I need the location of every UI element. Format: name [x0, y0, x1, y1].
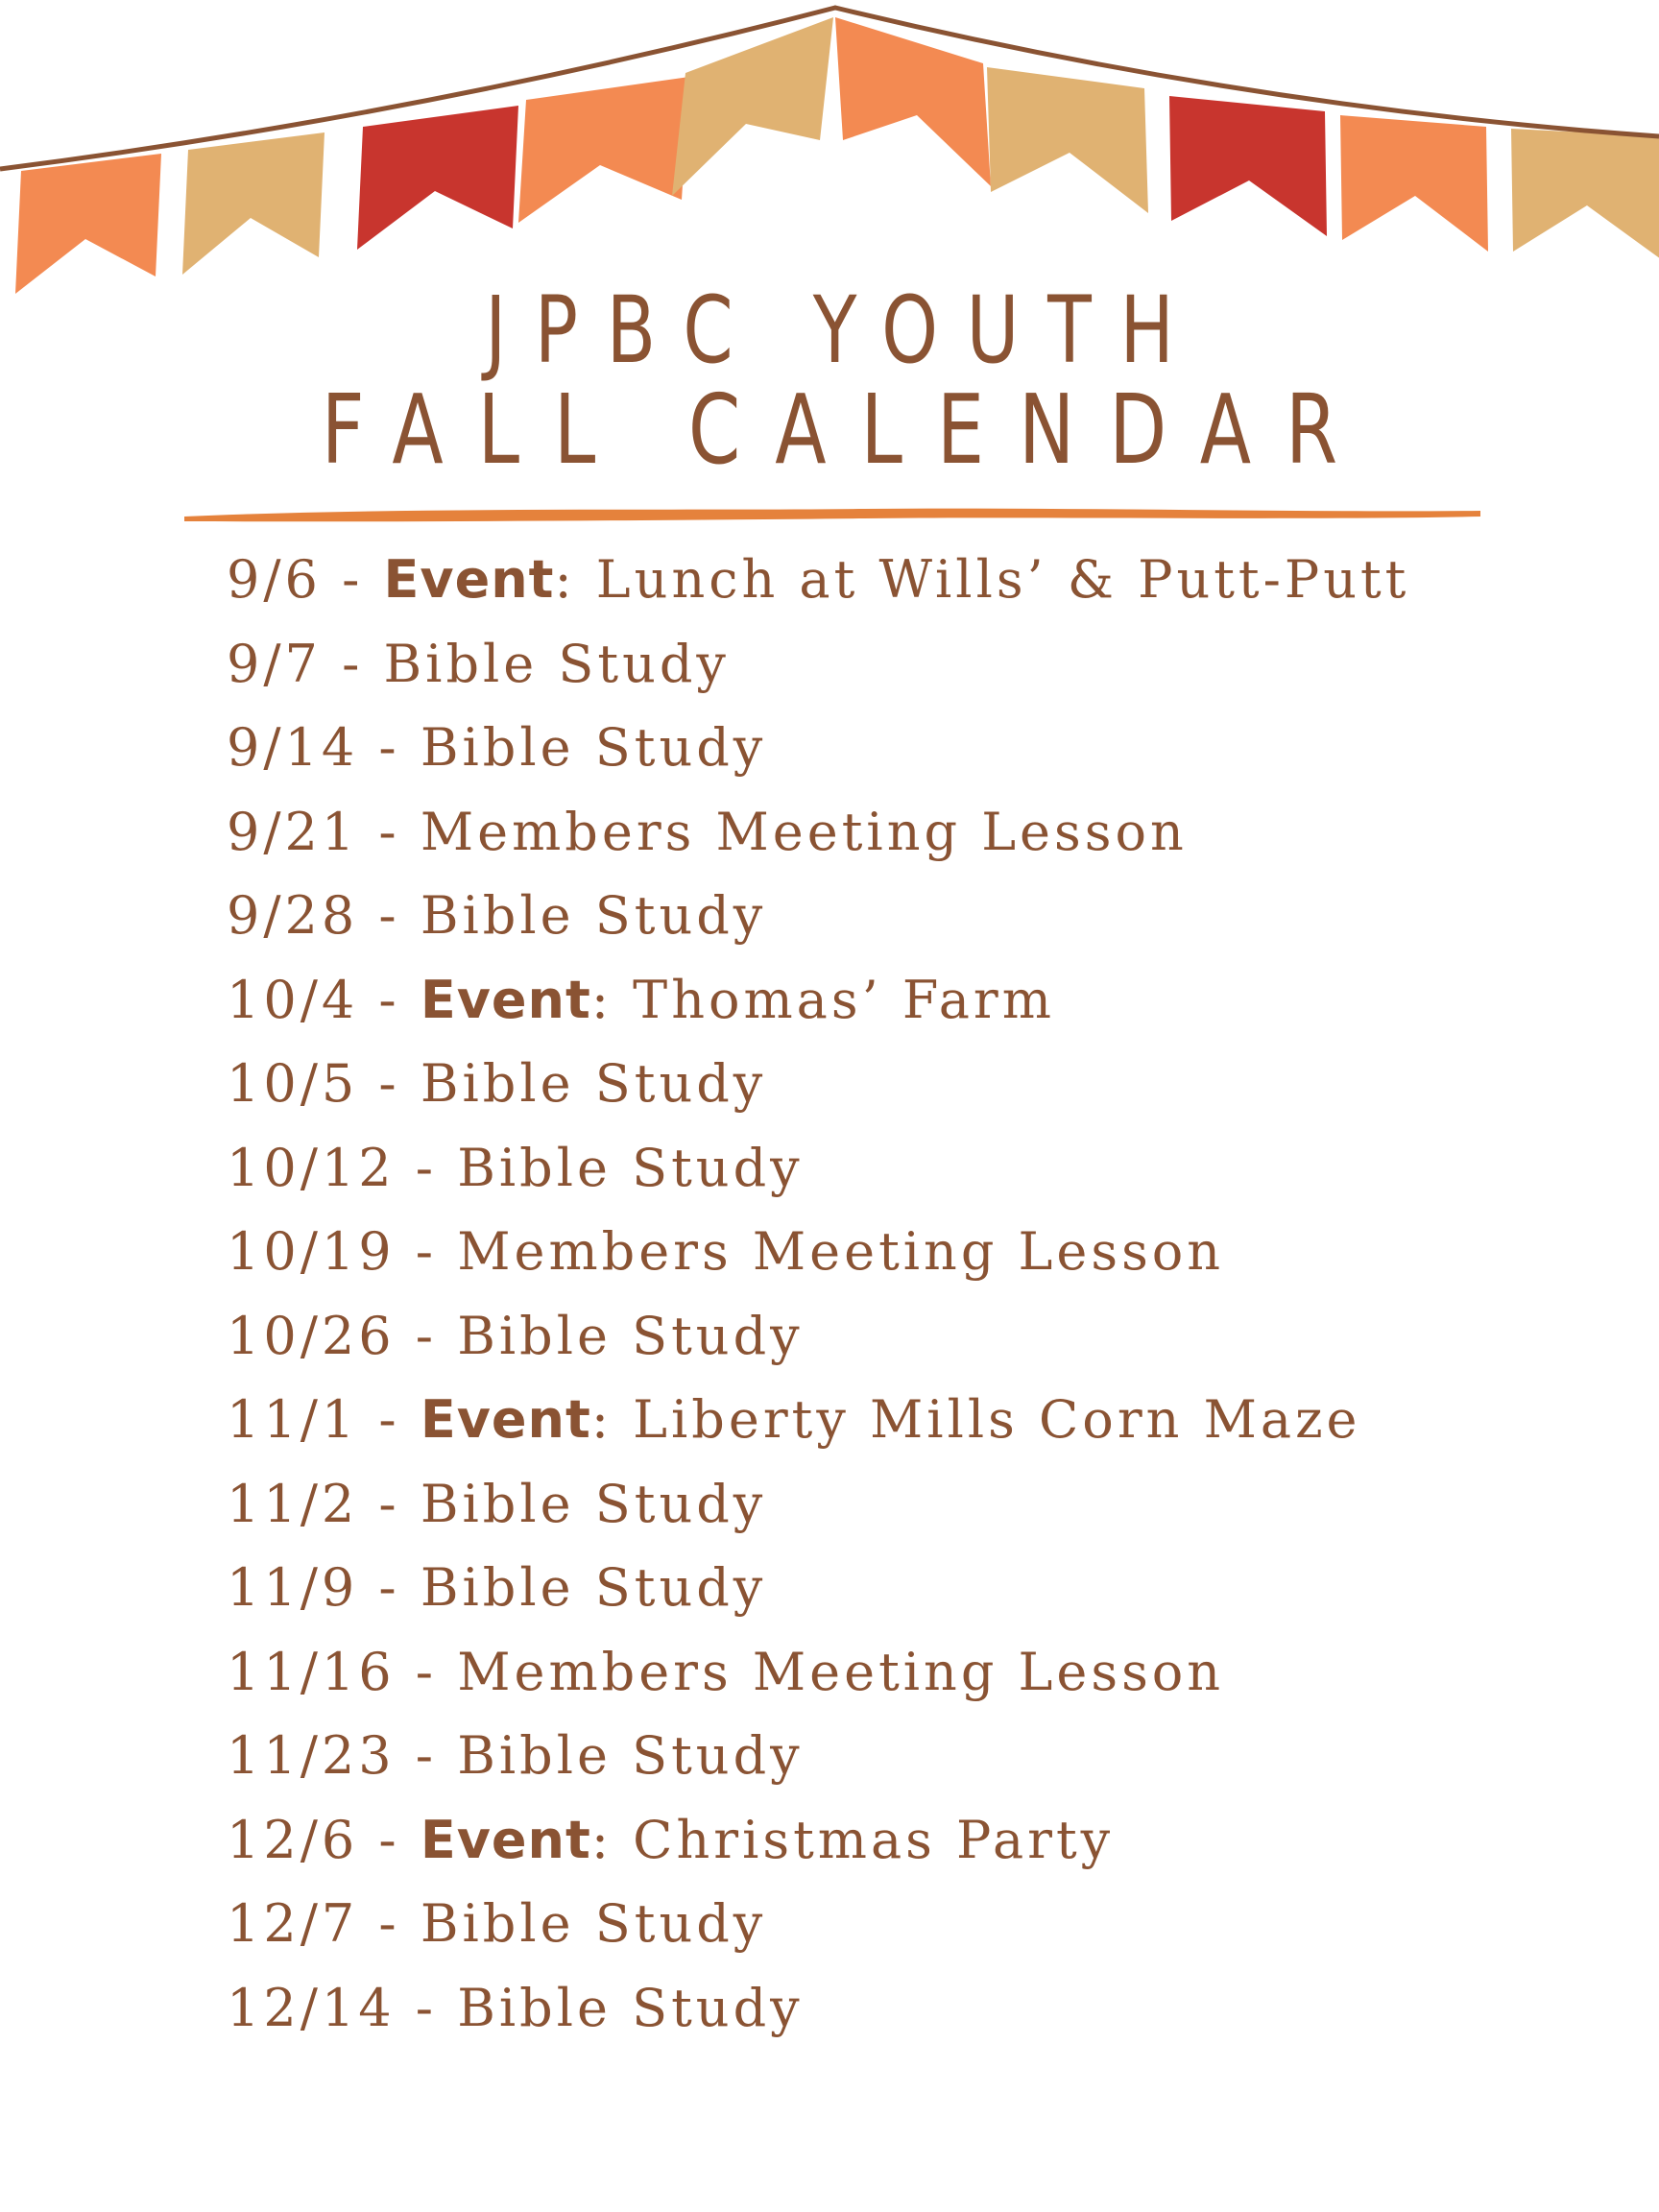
schedule-item — [227, 1978, 1409, 2062]
date-label: 11/1 - — [227, 1389, 421, 1450]
schedule-item — [227, 970, 1409, 1054]
schedule-list — [227, 549, 1409, 2061]
date-label: 10/26 - — [227, 1305, 458, 1366]
date-label: 9/28 - — [227, 885, 421, 946]
date-label: 9/14 - — [227, 717, 421, 778]
date-label: 11/16 - — [227, 1641, 458, 1702]
date-label: 12/14 - — [227, 1977, 458, 2038]
event-label: Event — [383, 549, 555, 610]
schedule-item — [227, 717, 1409, 802]
item-description: Bible Study — [420, 1893, 767, 1954]
item-description: Bible Study — [457, 1305, 804, 1366]
item-description: Bible Study — [420, 1053, 767, 1114]
item-description: : Liberty Mills Corn Maze — [590, 1389, 1361, 1450]
schedule-item — [227, 634, 1409, 718]
date-label: 10/19 - — [227, 1221, 458, 1282]
item-description: Bible Study — [457, 1137, 804, 1198]
bunting-flag — [15, 154, 161, 294]
date-label: 10/5 - — [227, 1053, 421, 1114]
item-description: : Thomas’ Farm — [590, 969, 1055, 1030]
schedule-item — [227, 1306, 1409, 1390]
date-label: 10/4 - — [227, 969, 421, 1030]
bunting-flag — [1169, 96, 1327, 236]
item-description: Bible Study — [420, 717, 767, 778]
item-description: Members Meeting Lesson — [457, 1641, 1225, 1702]
bunting-flag — [1340, 115, 1488, 252]
schedule-item — [227, 1893, 1409, 1978]
schedule-item — [227, 885, 1409, 970]
date-label: 12/6 - — [227, 1809, 421, 1870]
schedule-item — [227, 1725, 1409, 1810]
bunting-flag — [835, 17, 991, 186]
item-description: Bible Study — [420, 1473, 767, 1534]
item-description: Bible Study — [457, 1977, 804, 2038]
schedule-item — [227, 1810, 1409, 1894]
event-label: Event — [420, 969, 591, 1030]
item-description: Bible Study — [420, 1557, 767, 1618]
title-line-2: FALL CALENDAR — [321, 373, 1373, 486]
date-label: 11/9 - — [227, 1557, 421, 1618]
schedule-item — [227, 1474, 1409, 1558]
schedule-item — [227, 1053, 1409, 1138]
bunting-flag — [182, 132, 325, 275]
item-description: Bible Study — [420, 885, 767, 946]
date-label: 9/6 - — [227, 549, 384, 610]
schedule-item — [227, 1557, 1409, 1642]
schedule-item — [227, 802, 1409, 886]
bunting-flags — [15, 17, 1659, 294]
event-label: Event — [420, 1809, 591, 1870]
date-label: 11/2 - — [227, 1473, 421, 1534]
schedule-item — [227, 549, 1409, 634]
schedule-item — [227, 1221, 1409, 1306]
schedule-item — [227, 1642, 1409, 1726]
item-description: : Christmas Party — [590, 1809, 1115, 1870]
bunting-flag — [518, 77, 689, 223]
item-description: Bible Study — [383, 633, 730, 694]
item-description: Members Meeting Lesson — [457, 1221, 1225, 1282]
event-label: Event — [420, 1389, 591, 1450]
title-divider — [0, 499, 1659, 528]
bunting-flag — [1511, 129, 1659, 259]
bunting-flag — [357, 106, 518, 250]
item-description: Bible Study — [457, 1725, 804, 1786]
title-line-1: JPBC YOUTH — [485, 276, 1203, 384]
date-label: 11/23 - — [227, 1725, 458, 1786]
item-description: Members Meeting Lesson — [420, 801, 1188, 862]
date-label: 10/12 - — [227, 1137, 458, 1198]
bunting-flag — [987, 67, 1148, 213]
date-label: 9/7 - — [227, 633, 384, 694]
schedule-item — [227, 1138, 1409, 1222]
date-label: 9/21 - — [227, 801, 421, 862]
date-label: 12/7 - — [227, 1893, 421, 1954]
schedule-item — [227, 1389, 1409, 1474]
item-description: : Lunch at Wills’ & Putt-Putt — [554, 549, 1410, 610]
